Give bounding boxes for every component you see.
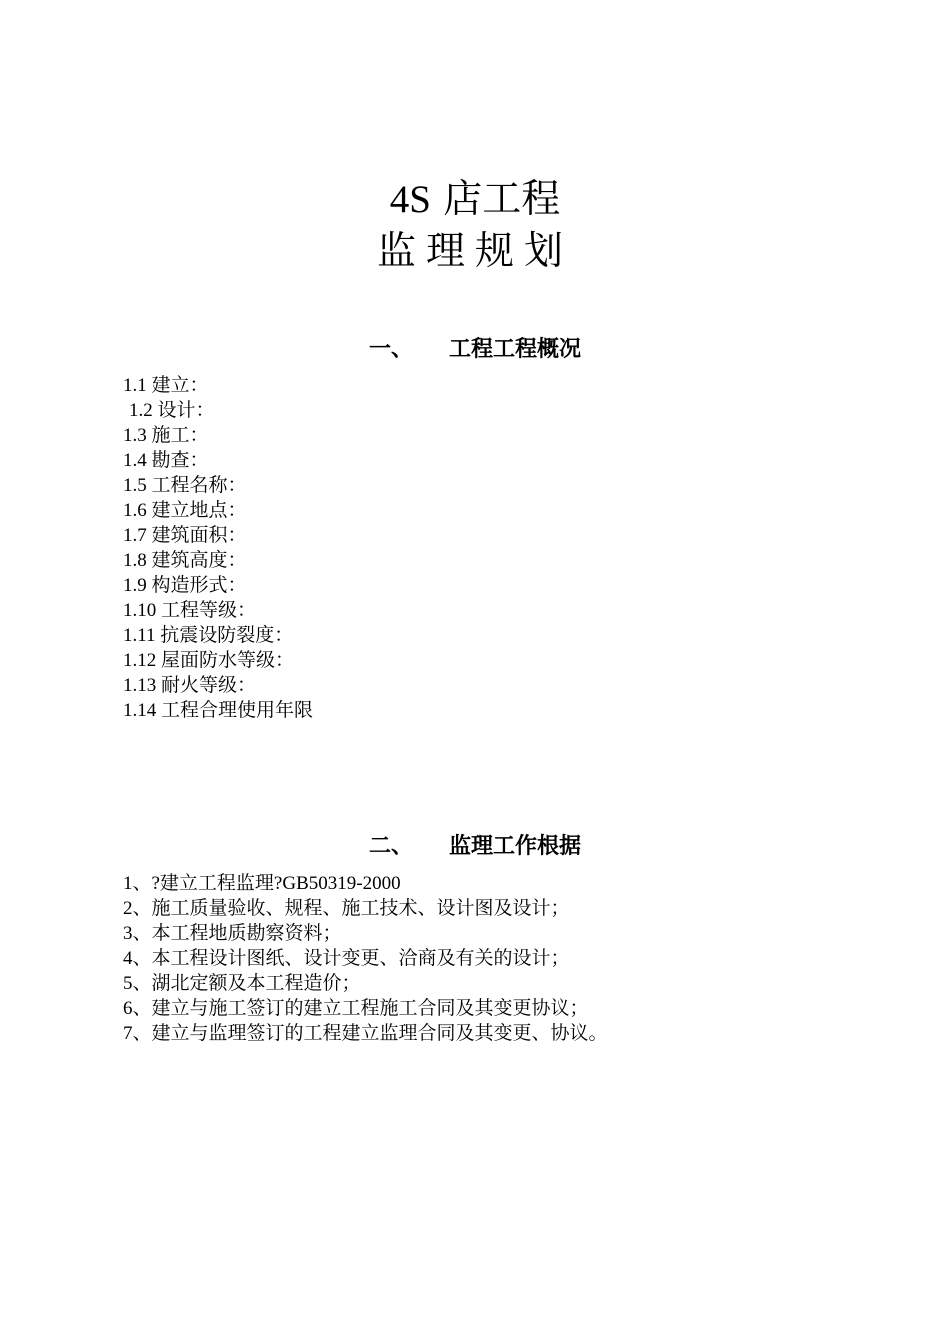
document-title-line-1 bbox=[0, 178, 950, 222]
list-item: 1.10 工程等级： bbox=[123, 600, 257, 621]
list-item: 3、本工程地质勘察资料； bbox=[123, 923, 342, 944]
list-item: 1.14 工程合理使用年限 bbox=[123, 700, 314, 721]
list-item: 5、湖北定额及本工程造价； bbox=[123, 973, 361, 994]
list-item: 1.3 施工： bbox=[123, 425, 209, 446]
section-2-heading bbox=[0, 833, 950, 861]
list-item: 1.9 构造形式： bbox=[123, 575, 247, 596]
list-item: 1、?建立工程监理?GB50319-2000 bbox=[123, 873, 401, 894]
list-item: 1.2 设计： bbox=[129, 400, 215, 421]
list-item: 1.8 建筑高度： bbox=[123, 550, 247, 571]
section-1-number: 一、 bbox=[368, 337, 413, 362]
section-1-title: 工程工程概况 bbox=[449, 337, 582, 362]
section-1-heading bbox=[0, 336, 950, 364]
section-2-number: 二、 bbox=[368, 834, 413, 859]
list-item: 1.4 勘查： bbox=[123, 450, 209, 471]
list-item: 1.7 建筑面积： bbox=[123, 525, 247, 546]
list-item: 1.12 屋面防水等级： bbox=[123, 650, 295, 671]
list-item: 1.13 耐火等级： bbox=[123, 675, 257, 696]
section-2-list bbox=[123, 871, 608, 1046]
list-item: 1.11 抗震设防裂度： bbox=[123, 625, 294, 646]
list-item: 1.1 建立： bbox=[123, 375, 209, 396]
list-item: 2、施工质量验收、规程、施工技术、设计图及设计； bbox=[123, 898, 570, 919]
list-item: 1.6 建立地点： bbox=[123, 500, 247, 521]
list-item: 7、建立与监理签订的工程建立监理合同及其变更、协议。 bbox=[123, 1023, 608, 1044]
list-item: 1.5 工程名称： bbox=[123, 475, 247, 496]
section-2-title: 监理工作根据 bbox=[449, 834, 582, 859]
document-title-line-2: 监理规划 bbox=[376, 229, 573, 274]
title-text: 店工程 bbox=[443, 177, 561, 222]
title-prefix: 4S bbox=[389, 178, 431, 221]
list-item: 4、本工程设计图纸、设计变更、洽商及有关的设计； bbox=[123, 948, 570, 969]
list-item: 6、建立与施工签订的建立工程施工合同及其变更协议； bbox=[123, 998, 589, 1019]
section-1-list bbox=[123, 373, 313, 723]
